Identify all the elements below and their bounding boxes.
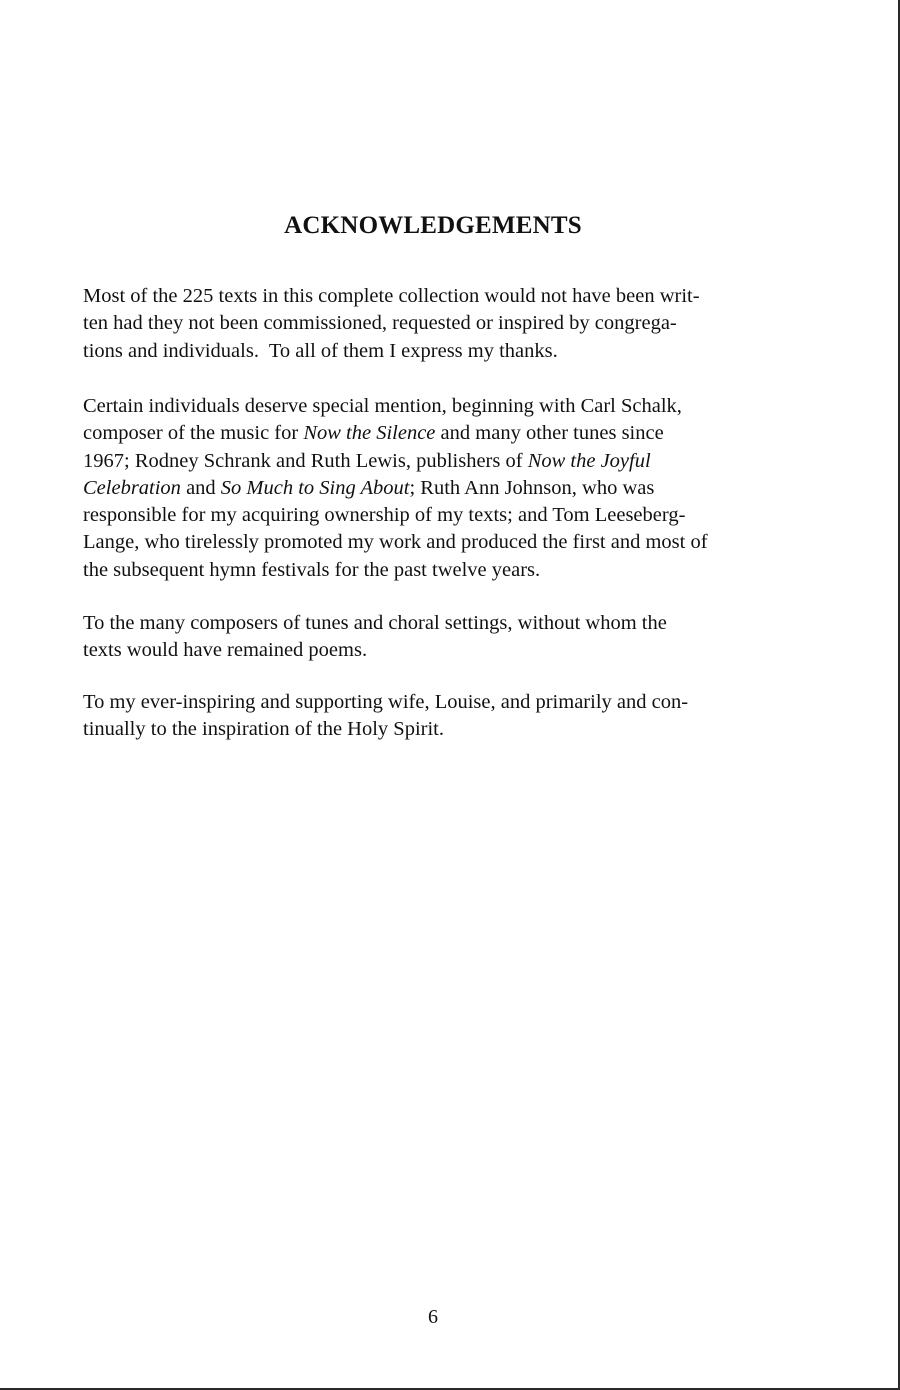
text-line bbox=[83, 502, 788, 529]
text-line bbox=[83, 637, 788, 664]
text-run: texts would have remained poems. bbox=[83, 639, 368, 662]
text-line bbox=[83, 393, 788, 420]
book-title-now-the-joyful-celebration: Now the Joyful bbox=[527, 449, 651, 472]
text-line bbox=[83, 310, 788, 337]
text-line bbox=[83, 557, 788, 584]
text-run: Most of the 225 texts in this complete collection would not have been writ- bbox=[83, 285, 700, 307]
text-line bbox=[83, 529, 788, 556]
text-run: Lange, who tirelessly promoted my work and produced the first and most of bbox=[83, 531, 708, 554]
paragraph-thanks-intro bbox=[83, 283, 788, 365]
paragraph-wife-and-spirit bbox=[83, 689, 788, 744]
text-run: the subsequent hymn festivals for the past twelve years. bbox=[83, 558, 541, 581]
text-line bbox=[83, 689, 788, 716]
paragraph-special-mentions bbox=[83, 393, 788, 584]
paragraph-composers bbox=[83, 610, 788, 665]
text-run: composer of the music for bbox=[83, 422, 304, 445]
text-line bbox=[83, 448, 788, 475]
text-run: ten had they not been commissioned, requested or inspired by congrega- bbox=[83, 312, 677, 335]
text-line bbox=[83, 716, 788, 743]
text-run: and many other tunes since bbox=[435, 422, 664, 445]
text-line bbox=[83, 283, 788, 310]
book-title-now-the-joyful-celebration: Celebration bbox=[83, 476, 181, 499]
text-run: ; Ruth Ann Johnson, who was bbox=[409, 476, 655, 499]
text-run: tions and individuals. To all of them I express my thanks. bbox=[83, 339, 558, 362]
page-title: ACKNOWLEDGEMENTS bbox=[284, 212, 582, 239]
text-run: responsible for my acquiring ownership of my texts; and Tom Leeseberg- bbox=[83, 504, 686, 527]
text-line bbox=[83, 610, 788, 637]
text-run: and bbox=[180, 476, 221, 499]
text-line bbox=[83, 420, 788, 447]
text-run: To the many composers of tunes and choral settings, without whom the bbox=[83, 612, 667, 634]
text-run: Certain individuals deserve special mention, beginning with Carl Schalk, bbox=[83, 395, 682, 417]
text-run: To my ever-inspiring and supporting wife, Louise, and primarily and con- bbox=[83, 691, 689, 713]
text-run: tinually to the inspiration of the Holy Spirit. bbox=[83, 718, 444, 741]
text-line bbox=[83, 475, 788, 502]
book-title-now-the-silence: Now the Silence bbox=[303, 422, 436, 445]
page-number: 6 bbox=[428, 1306, 438, 1328]
text-line bbox=[83, 338, 788, 365]
book-title-so-much-to-sing-about: So Much to Sing About bbox=[220, 476, 410, 499]
text-run: 1967; Rodney Schrank and Ruth Lewis, publishers of bbox=[83, 449, 528, 472]
